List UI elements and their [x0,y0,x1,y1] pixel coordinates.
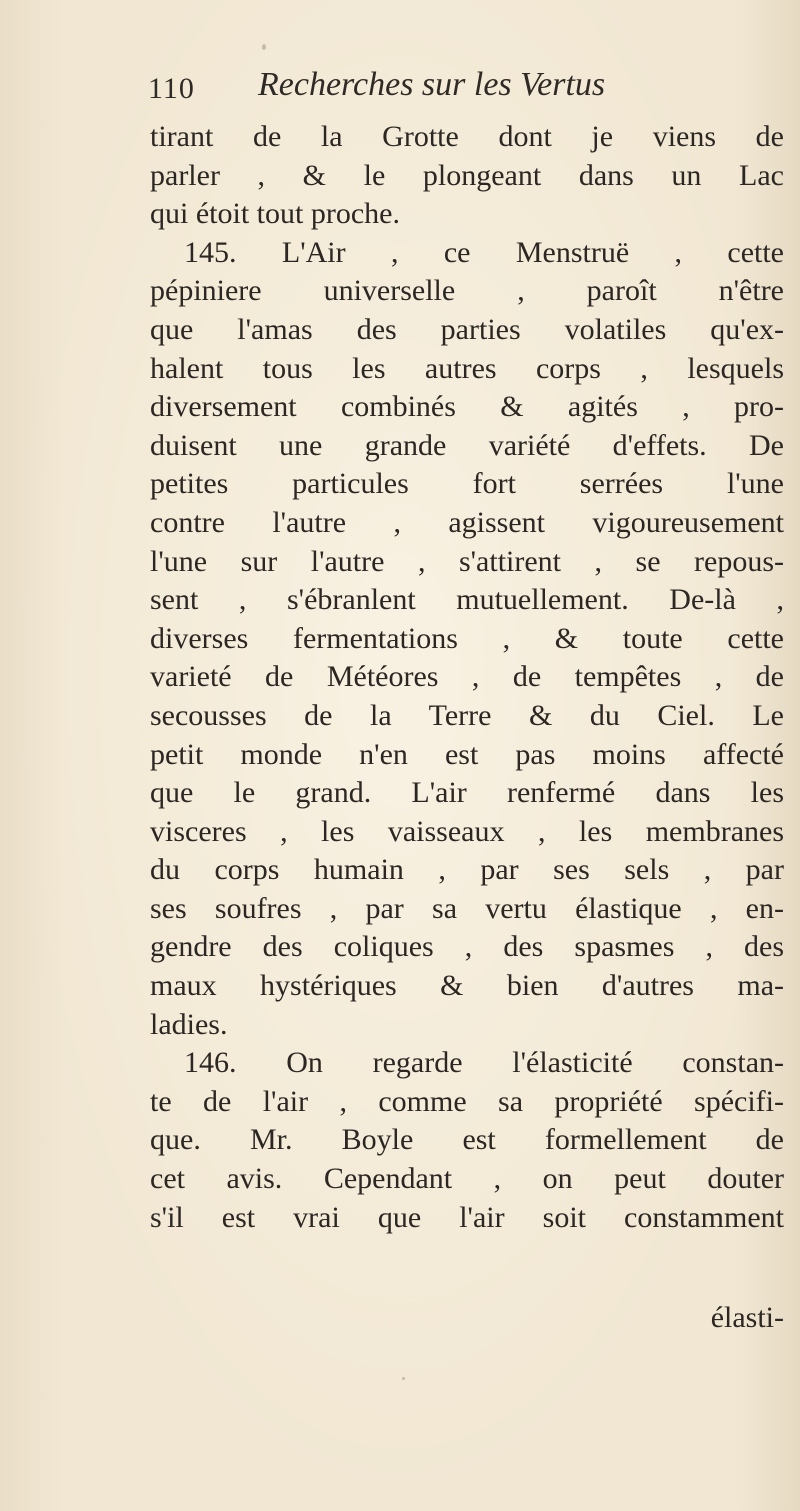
page-number: 110 [148,72,195,105]
text-line: petites particules fort serrées l'une [150,467,784,501]
text-line: duisent une grande variété d'effets. De [150,428,784,462]
paragraph-146-start: 146. On regarde l'élasticité constan- [184,1046,784,1080]
text-line: maux hystériques & bien d'autres ma- [150,969,784,1003]
text-line: halent tous les autres corps , lesquels [150,351,784,385]
text-line: diversement combinés & agités , pro- [150,390,784,424]
catchword: élasti- [710,1301,784,1334]
text-line: sent , s'ébranlent mutuellement. De-là , [150,583,784,617]
paper-speck [402,1377,405,1380]
text-line: varieté de Météores , de tempêtes , de [150,660,784,694]
text-line: que. Mr. Boyle est formellement de [150,1123,784,1157]
text-line: ladies. [150,1007,228,1041]
text-line: qui étoit tout proche. [150,197,400,231]
text-line: que le grand. L'air renfermé dans les [150,776,784,810]
text-line: cet avis. Cependant , on peut douter [150,1162,784,1196]
text-line: te de l'air , comme sa propriété spécifi- [150,1084,784,1118]
text-line: visceres , les vaisseaux , les membranes [150,814,784,848]
text-line: que l'amas des parties volatiles qu'ex- [150,312,784,346]
text-line: parler , & le plongeant dans un Lac [150,158,784,192]
text-line: tirant de la Grotte dont je viens de [150,120,784,153]
text-line: contre l'autre , agissent vigoureusement [150,505,784,539]
running-head [148,66,758,116]
text-line: petit monde n'en est pas moins affecté [150,737,784,771]
text-line: l'une sur l'autre , s'attirent , se repous- [150,544,784,578]
text-line: s'il est vrai que l'air soit constamment [150,1200,784,1234]
text-line: pépiniere universelle , paroît n'être [150,274,784,308]
text-line: diverses fermentations , & toute cette [150,621,784,655]
text-line: secousses de la Terre & du Ciel. Le [150,698,784,732]
text-line: gendre des coliques , des spasmes , des [150,930,784,964]
paper-speck [262,44,266,50]
text-line: du corps humain , par ses sels , par [150,853,784,887]
body-text [150,118,790,1237]
running-title: Recherches sur les Vertus [258,66,606,103]
paragraph-145-start: 145. L'Air , ce Menstruë , cette [184,235,784,269]
text-line: ses soufres , par sa vertu élastique , en- [150,891,784,925]
